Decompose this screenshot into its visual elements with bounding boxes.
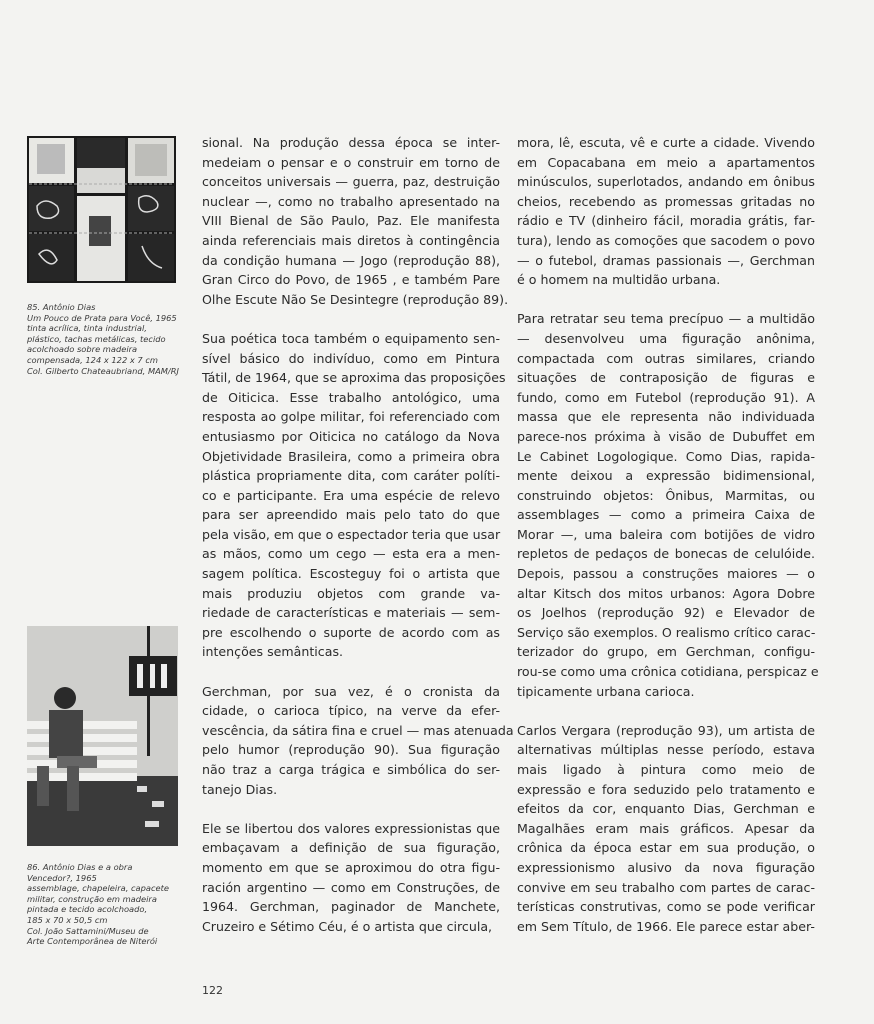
text-line: Morar —, uma baleira com botijões de vidro (517, 526, 815, 542)
text-line: mais ligado à pintura como meio de (517, 762, 815, 777)
text-line: mais produziu objetos com grande va- (202, 585, 500, 601)
text-column-1 (202, 133, 514, 936)
text-line: as mãos, como um cego — esta era a men- (202, 546, 500, 562)
text-line: construindo objetos: Ônibus, Marmitas, ou (517, 487, 815, 503)
caption-line: 185 x 70 x 50,5 cm (27, 914, 108, 925)
text-line: Magalhães eram mais gráficos. Apesar da (517, 820, 815, 836)
text-line: não traz a carga trágica e simbólica do ser- (202, 762, 500, 777)
text-line: da condição humana — Jogo (reprodução 88), (202, 252, 500, 268)
text-line: Olhe Escute Não Se Desintegre (reprodução 89). (202, 291, 509, 307)
text-line: alternativas múltiplas nesse período, estava (517, 742, 815, 758)
paragraph-gap (202, 799, 500, 819)
text-line: ainda referenciais mais diretos à contingência (202, 232, 500, 248)
text-line: rou-se como uma crônica cotidiana, perspicaz e (517, 664, 819, 680)
text-line: medeiam o pensar e o construir em torno de (202, 154, 500, 170)
text-line: minúsculos, superlotados, andando em ônibus (517, 174, 815, 190)
text-line: momento em que se aproximou do otra figu- (202, 859, 500, 875)
caption-line: Um Pouco de Prata para Você, 1965 (27, 312, 177, 323)
text-line: co e participante. Era uma espécie de relevo (202, 487, 500, 503)
text-line: — desenvolveu uma figuração anônima, (517, 330, 815, 346)
text-line: tura), lendo as comoções que sacodem o povo (517, 232, 815, 248)
paragraph-gap (517, 290, 815, 310)
caption-line: 86. Antônio Dias e a obra (27, 862, 133, 872)
text-column-2 (517, 133, 819, 936)
text-line: Tátil, de 1964, que se aproxima das proposições (202, 370, 506, 386)
text-line: os Joelhos (reprodução 92) e Elevador de (517, 605, 815, 621)
text-line: Le Cabinet Logologique. Como Dias, rapida- (517, 448, 815, 464)
text-line: Objetividade Brasileira, como a primeira obra (202, 448, 500, 464)
caption-line: acolchoado sobre madeira (27, 344, 138, 355)
text-line: sional. Na produção dessa época se inter- (202, 135, 500, 150)
figure-caption-86 (27, 862, 187, 947)
text-line: vescência, da sátira fina e cruel — mas atenuada (202, 722, 514, 738)
text-line: repletos de pedaços de bonecas de celulóide. (517, 546, 815, 562)
text-line: pela visão, em que o espectador teria que usar (202, 526, 501, 542)
text-line: resposta ao golpe militar, foi referenciado com (202, 409, 500, 425)
text-line: Depois, passou a construções maiores — o (517, 566, 815, 582)
text-line: — o futebol, dramas passionais —, Gerchman (517, 252, 815, 268)
paragraph-gap (517, 701, 815, 721)
text-line: assemblages — como a primeira Caixa de (517, 507, 815, 523)
caption-line: Arte Contemporânea de Niterói (27, 936, 158, 947)
caption-line: compensada, 124 x 122 x 7 cm (27, 354, 158, 365)
text-line: entusiasmo por Oiticica no catálogo da Nova (202, 428, 500, 444)
caption-line: pintada e tecido acolchoado, (27, 904, 148, 915)
paragraph-gap (202, 662, 500, 682)
text-line: tipicamente urbana carioca. (517, 683, 695, 699)
caption-line: militar, construção em madeira (27, 893, 157, 904)
text-line: plástica propriamente dita, com caráter políti- (202, 468, 500, 484)
page-number: 122 (202, 984, 223, 997)
caption-line: Vencedor?, 1965 (27, 872, 97, 883)
text-line: VIII Bienal de São Paulo, Paz. Ele manifesta (202, 213, 500, 229)
text-line: pre escolhendo o suporte de acordo com as (202, 624, 500, 640)
caption-line: tinta acrílica, tinta industrial, (27, 323, 147, 334)
text-line: intenções semânticas. (202, 644, 344, 660)
text-line: 1964. Gerchman, paginador de Manchete, (202, 899, 500, 915)
text-line: expressionismo alusivo da nova figuração (517, 859, 815, 875)
caption-line: Col. Gilberto Chateaubriand, MAM/RJ (27, 365, 179, 376)
text-line: Carlos Vergara (reprodução 93), um artista de (517, 722, 815, 738)
text-line: de Oiticica. Esse trabalho antológico, uma (202, 389, 500, 405)
text-line: Serviço são exemplos. O realismo crítico carac- (517, 624, 816, 640)
caption-line: plástico, tachas metálicas, tecido (27, 333, 166, 344)
text-line: parece-nos próxima à visão de Dubuffet em (517, 428, 815, 444)
text-line: é o homem na multidão urbana. (517, 272, 721, 288)
photo-86-graphic (27, 626, 178, 846)
text-line: expressão e fora seduzido pelo tratamento e (517, 781, 815, 797)
caption-line: 85. Antônio Dias (27, 302, 96, 312)
text-line: embaçavam a definição de sua figuração, (202, 840, 500, 856)
text-line: terísticas construtivas, como se pode verificar (517, 899, 815, 915)
text-line: em Sem Título, de 1966. Ele parece estar aber- (517, 918, 815, 934)
text-line: Sua poética toca também o equipamento sen- (202, 330, 500, 346)
text-line: fundo, como em Futebol (reprodução 91). A (517, 389, 815, 405)
text-line: rádio e TV (dinheiro fácil, moradia grátis, far- (517, 213, 815, 229)
text-line: altar Kitsch dos mitos urbanos: Agora Dobre (517, 585, 815, 601)
text-line: terizador do grupo, em Gerchman, configu- (517, 644, 815, 660)
figure-caption-85 (27, 302, 187, 376)
text-line: sível básico do indivíduo, como em Pintura (202, 350, 500, 366)
text-line: crônica da época estar em sua produção, o (517, 840, 815, 856)
text-line: ración argentino — como em Construções, de (202, 879, 500, 895)
artwork-photo-85 (27, 136, 176, 283)
text-line: efeitos da cor, enquanto Dias, Gerchman e (517, 801, 815, 817)
text-line: Gran Circo do Povo, de 1965 , e também Pare (202, 272, 500, 288)
text-line: nuclear —, como no trabalho apresentado na (202, 193, 500, 209)
text-line: Cruzeiro e Sétimo Céu, é o artista que circula, (202, 918, 493, 934)
text-line: situações de contraposição de figuras e (517, 370, 815, 386)
caption-line: assemblage, chapeleira, capacete (27, 883, 169, 894)
text-line: para ser apreendido mais pelo tato do que (202, 507, 500, 523)
text-line: convive em seu trabalho com partes de carac- (517, 879, 815, 895)
artwork-85-graphic (27, 136, 176, 283)
text-line: cidade, o carioca típico, na verve da efer- (202, 703, 500, 719)
text-line: pelo humor (reprodução 90). Sua figuração (202, 742, 500, 758)
text-line: compactada com outras similares, criando (517, 350, 815, 366)
caption-line: Col. João Sattamini/Museu de (27, 925, 149, 936)
artist-photo-86 (27, 626, 178, 846)
text-line: riedade de características e materiais — sem- (202, 605, 500, 621)
text-line: mora, lê, escuta, vê e curte a cidade. Vivendo (517, 135, 815, 150)
text-line: cheios, recebendo as promessas gritadas no (517, 193, 815, 209)
paragraph-gap (202, 309, 500, 329)
text-line: Gerchman, por sua vez, é o cronista da (202, 683, 500, 699)
text-line: massa que ele representa não individuada (517, 409, 815, 425)
text-line: sagem política. Escosteguy foi o artista que (202, 566, 500, 582)
text-line: em Copacabana em meio a apartamentos (517, 154, 815, 170)
text-line: tanejo Dias. (202, 781, 278, 797)
text-line: Para retratar seu tema precípuo — a multidão (517, 311, 815, 327)
text-line: mente deixou a expressão bidimensional, (517, 468, 815, 484)
text-line: Ele se libertou dos valores expressionistas que (202, 820, 500, 836)
text-line: conceitos universais — guerra, paz, destruição (202, 174, 500, 190)
